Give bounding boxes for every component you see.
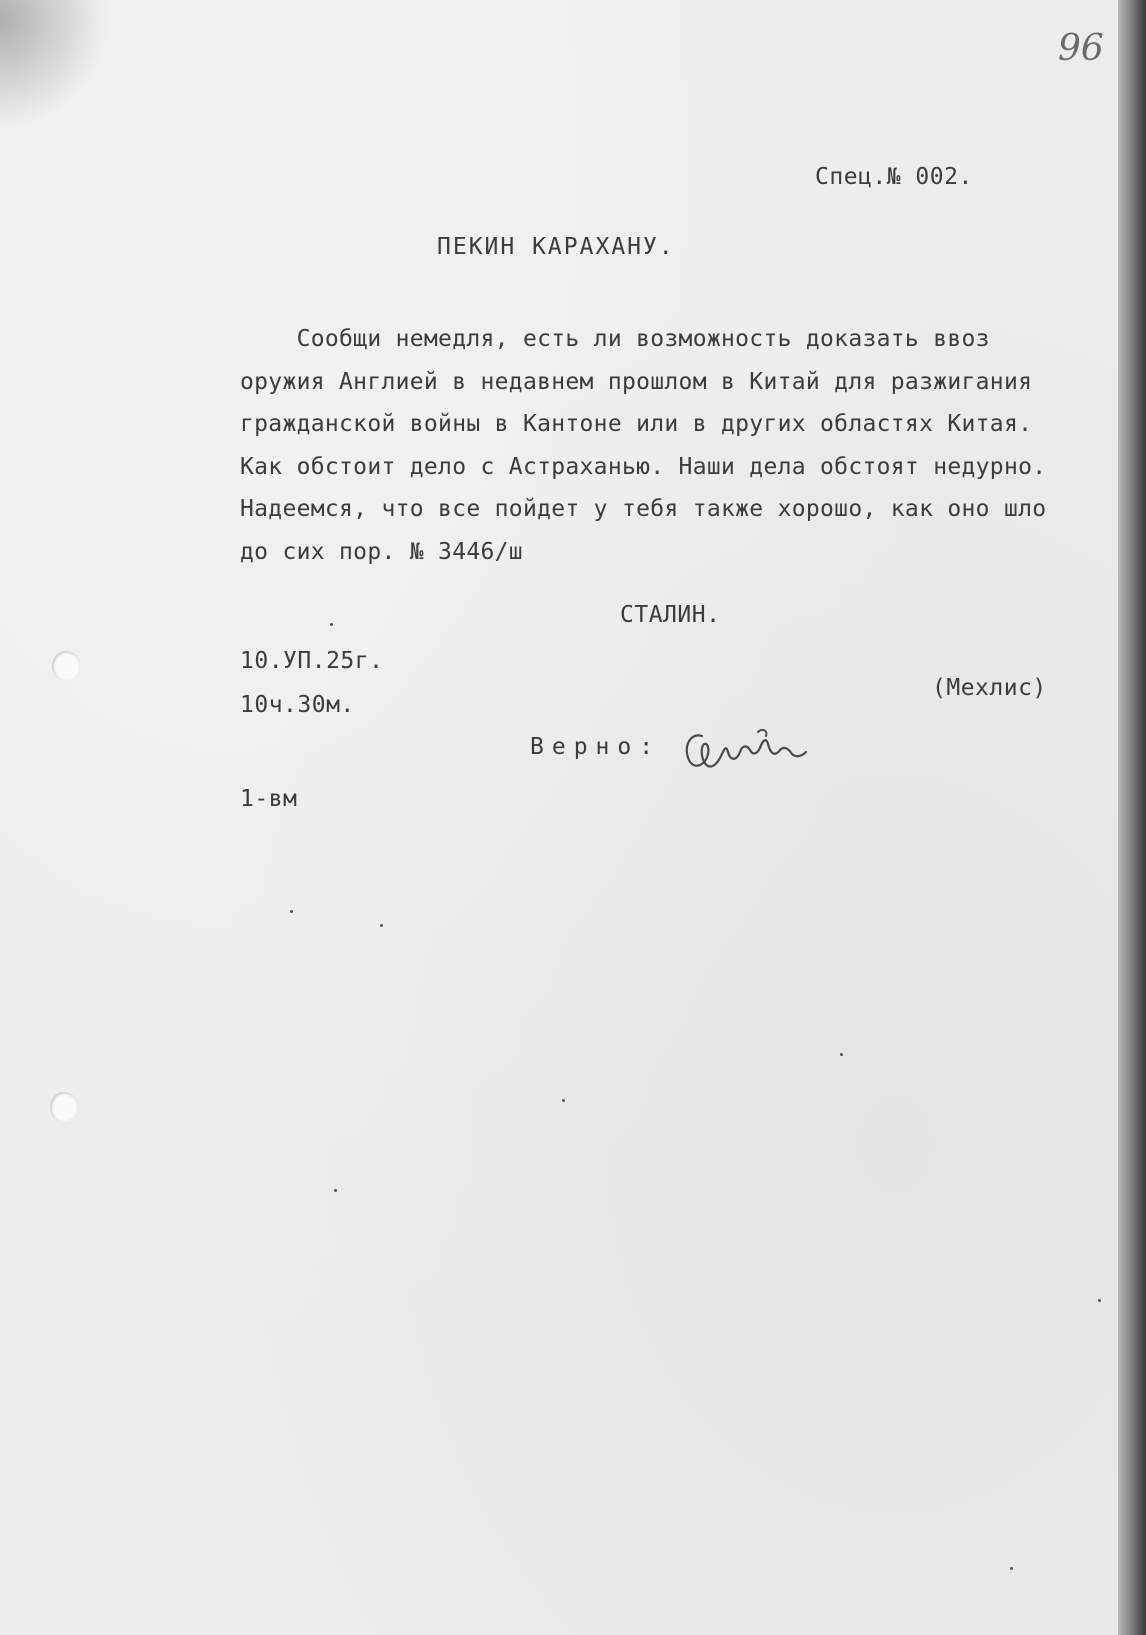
paper-speck	[1098, 1299, 1101, 1302]
paper-speck	[840, 1053, 843, 1056]
scan-shadow	[0, 0, 110, 130]
folio-number: 96	[1058, 28, 1104, 69]
scan-edge	[1118, 0, 1146, 1635]
body-line: гражданской войны в Кантоне или в других областях Китая.	[240, 411, 1033, 437]
body-line: Сообщи немедля, есть ли возможность доказать ввоз	[240, 326, 990, 352]
document-date: 10.УП.25г.	[240, 648, 384, 674]
reference-code: 1-вм	[240, 786, 298, 812]
addressee-heading: ПЕКИН КАРАХАНУ.	[437, 234, 675, 260]
paper-speck	[334, 1189, 337, 1192]
body-line: оружия Англией в недавнем прошлом в Китай для разжигания	[240, 368, 1033, 395]
paper-speck	[1010, 1567, 1013, 1570]
copy-note: (Мехлис)	[932, 675, 1047, 701]
punch-hole	[52, 651, 80, 681]
paper-speck	[380, 924, 383, 927]
certified-label: Верно:	[530, 734, 662, 760]
message-body	[240, 318, 1100, 573]
punch-hole	[50, 1092, 78, 1122]
spec-number: Спец.№ 002.	[815, 164, 973, 190]
body-line: Надеемся, что все пойдет у тебя также хорошо, как оно шло	[240, 496, 1047, 522]
document-time: 10ч.30м.	[240, 692, 355, 718]
paper-speck	[562, 1099, 565, 1102]
body-line: до сих пор. № 3446/ш	[240, 538, 523, 565]
signature-name: СТАЛИН.	[620, 602, 721, 628]
paper-speck	[290, 910, 293, 913]
body-line: Как обстоит дело с Астраханью. Наши дела обстоят недурно.	[240, 453, 1047, 480]
certifier-signature-handwritten	[680, 718, 810, 778]
paper-speck	[330, 623, 333, 626]
